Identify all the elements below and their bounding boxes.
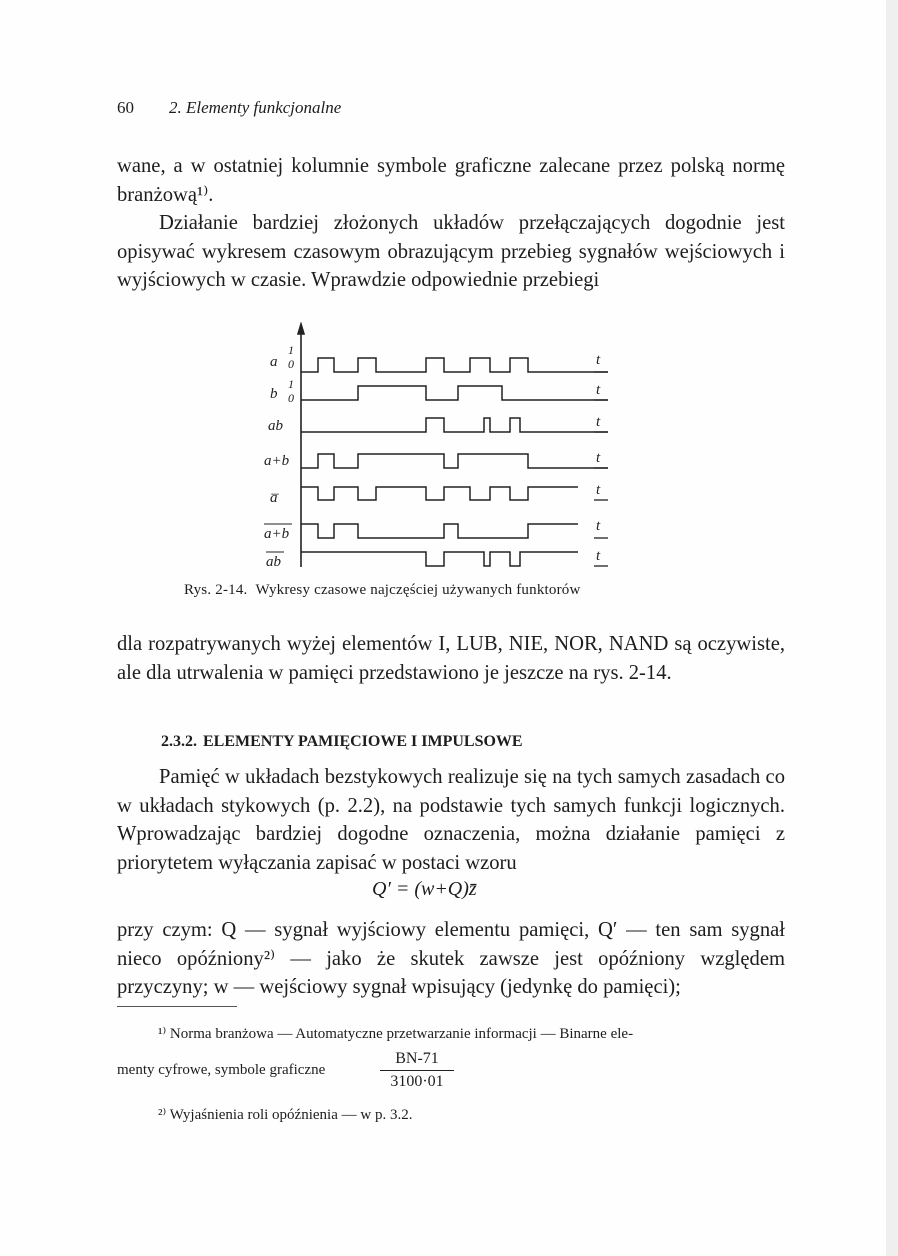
paragraph-4 [117,763,785,877]
time-arrows [594,372,608,566]
row-label-nor: a+b [264,526,290,542]
waveform-b [301,386,608,400]
footnote-2: ²⁾ Wyjaśnienia roli opóźnienia — w p. 3.2. [158,1107,413,1123]
paragraph-5-text: przy czym: Q — sygnał wyjściowy elementu pamięci, Q′ — ten sam sygnał nieco opóźniony²⁾ — jako że skutek zawsze jest opóźniony względem przyczyny; w — wejściowy sygnał wpisujący (jedynkę do pamięci); [117,919,785,998]
time-label-ab: t [596,414,601,430]
timing-diagram [258,322,638,580]
axis-one-b: 1 [288,377,294,391]
waveform-nor [301,524,578,538]
row-label-aorb: a+b [264,453,290,469]
row-label-a: a [270,354,278,370]
axis-one-a: 1 [288,343,294,357]
section-title: ELEMENTY PAMIĘCIOWE I IMPULSOWE [203,733,523,750]
paragraph-3 [117,630,785,687]
paragraph-1 [117,152,785,295]
row-label-b: b [270,386,278,402]
row-label-nand: ab [266,554,281,570]
axis-arrow-icon [298,324,304,334]
caption-label: Rys. 2-14. [184,582,248,598]
waveform-a [301,358,608,372]
paragraph-2-text: Działanie bardziej złożonych układów przełączających dogodnie jest opisywać wykresem czasowym obrazującym przebieg sygnałów wejściowych i wyjściowych w czasie. Wprawdzie odpowiednie przebiegi [117,212,785,291]
time-label-nor: t [596,518,601,534]
chapter-title: 2. Elementy funkcjonalne [169,98,342,117]
waveform-nota [301,487,578,500]
paragraph-5 [117,916,785,1002]
section-heading [161,733,523,751]
footnote-1-line-1: ¹⁾ Norma branżowa — Automatyczne przetwarzanie informacji — Binarne ele- [158,1026,634,1042]
caption-text: Wykresy czasowe najczęściej używanych funktorów [255,582,581,598]
time-label-a: t [596,352,601,368]
section-number: 2.3.2. [161,733,197,750]
axis-zero-b: 0 [288,391,294,405]
figure-caption [184,582,581,599]
row-label-nota: a̅ [270,490,278,506]
footnote-1-line-2: menty cyfrowe, symbole graficzne [117,1062,326,1078]
waveform-ab [301,418,608,432]
memory-formula: Q′ = (w+Q)z̄ [372,878,477,900]
waveforms [301,358,608,566]
row-label-ab: ab [268,418,283,434]
time-label-nota: t [596,482,601,498]
paragraph-1-text: wane, a w ostatniej kolumnie symbole graficzne zalecane przez polską normę branżową¹⁾. [117,155,785,206]
fraction-numerator: BN-71 [395,1050,439,1067]
timing-diagram-svg [258,322,638,580]
paragraph-3-text: dla rozpatrywanych wyżej elementów I, LUB, NIE, NOR, NAND są oczywiste, ale dla utrwalenia w pamięci przedstawiono je jeszcze na rys. 2-14. [117,633,785,684]
footnote-rule [117,1006,237,1007]
footnote-fraction [380,1050,454,1091]
time-label-nand: t [596,548,601,564]
time-label-b: t [596,382,601,398]
paragraph-4-text: Pamięć w układach bezstykowych realizuje się na tych samych zasadach co w układach stykowych (p. 2.2), na podstawie tych samych funkcji logicznych. Wprowadzając bardziej dogodne oznaczenia, można działanie pamięci z priorytetem wyłączania zapisać w postaci wzoru [117,766,785,874]
waveform-nand [301,552,578,566]
fraction-denominator: 3100·01 [390,1073,444,1090]
fraction-bar [380,1070,454,1071]
waveform-aorb [301,454,608,468]
axis-zero-a: 0 [288,357,294,371]
page-edge [886,0,898,1256]
time-label-aorb: t [596,450,601,466]
page-number: 60 [117,98,134,117]
